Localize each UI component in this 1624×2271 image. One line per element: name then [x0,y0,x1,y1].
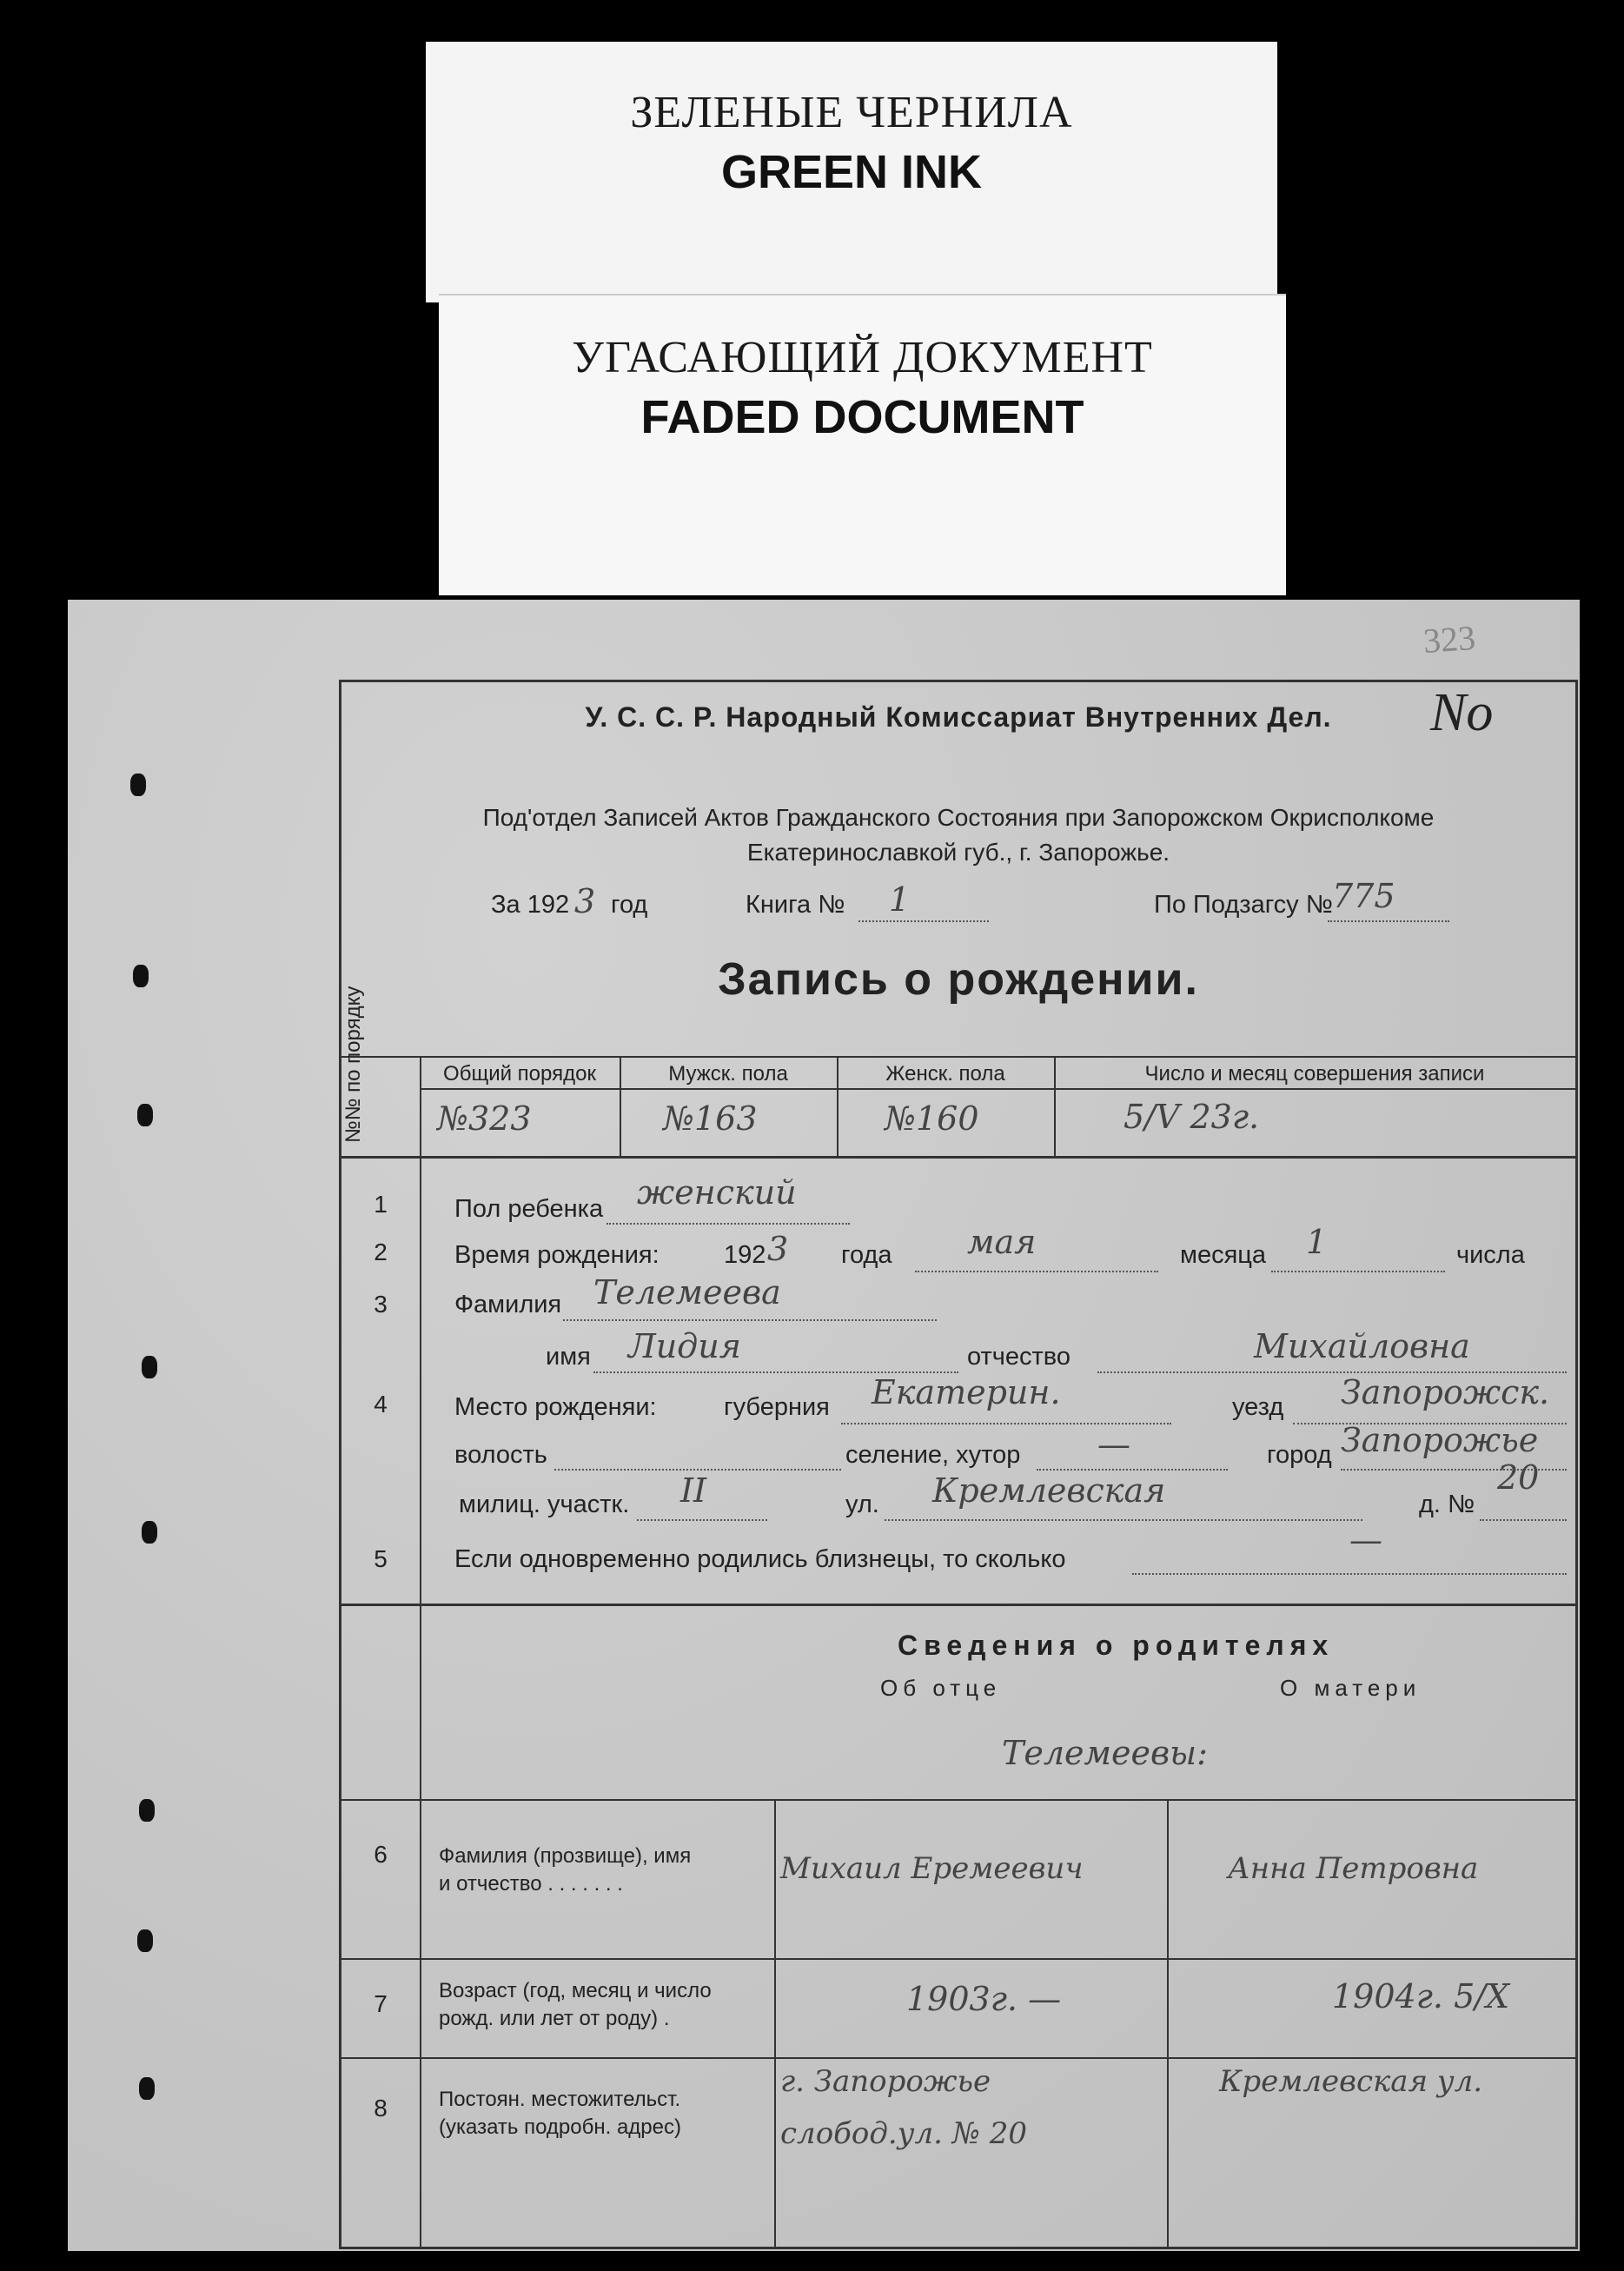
name-value: Лидия [628,1327,741,1365]
punch-hole [133,965,149,987]
parent-name-label-2: и отчество . . . . . . . [439,1872,623,1896]
address-label-1: Постоян. местожительст. [439,2088,681,2111]
punch-hole [139,1799,155,1822]
year-label: За 192 [491,891,570,919]
province-value: Екатерин. [872,1373,1061,1411]
birth-record-sheet [68,600,1580,2251]
divider [341,1958,1575,1960]
divider [341,1156,1575,1159]
province-label: губерния [724,1393,830,1421]
parent-name-label-1: Фамилия (прозвище), имя [439,1844,692,1868]
subsection-label: По Подзагсу № [1154,891,1333,919]
col-head-male: Мужск. пола [668,1062,788,1086]
row-number-6: 6 [374,1841,388,1868]
surname-value: Телемеева [593,1273,781,1311]
birth-day-line [1271,1271,1445,1272]
district-value: Запорожск. [1341,1373,1550,1411]
subsection-line [1328,920,1449,922]
book-label: Книга № [746,891,845,919]
book-value: 1 [889,880,911,919]
sex-label: Пол ребенка [454,1195,604,1223]
police-line [637,1519,767,1521]
address-line-2: слобод.ул. № 20 [780,2116,1027,2151]
house-line [1480,1519,1567,1521]
divider [341,1056,1575,1058]
form-subheader-2: Екатеринославкой губ., г. Запорожье. [746,839,1170,866]
twins-label: Если одновременно родились близнецы, то сколько [454,1545,1066,1573]
surname-line [563,1319,937,1321]
age-label-1: Возраст (год, месяц и число [439,1979,712,2002]
form-subheader-1: Под'отдел Записей Актов Гражданского Состояния при Запорожском Окрисполкоме [482,804,1435,831]
family-name-value: Телемеевы: [1002,1734,1208,1772]
punch-hole [137,1104,153,1126]
birth-day-label: числа [1456,1241,1525,1269]
punch-hole [137,1929,153,1952]
book-line [858,920,989,922]
birth-label: Время рождения: [454,1241,660,1269]
mother-name-value: Анна Петровна [1228,1851,1479,1886]
record-date: 5/V 23г. [1124,1098,1260,1136]
year-value: 3 [574,882,596,920]
punch-hole [139,2077,155,2100]
row-number-5: 5 [374,1545,388,1572]
father-heading: Об отце [880,1675,1002,1701]
house-value: 20 [1497,1458,1540,1497]
patronymic-value: Михайловна [1254,1327,1470,1365]
divider [774,1799,776,2247]
divider [341,1604,1575,1606]
volost-label: волость [454,1441,547,1469]
divider [1167,1799,1169,2247]
birth-day-value: 1 [1306,1223,1328,1261]
father-age-value: 1903г. — [906,1980,1062,2018]
birth-month-value: мая [967,1223,1037,1261]
divider [341,2057,1575,2059]
green-ink-en: GREEN INK [720,146,983,198]
street-line [885,1519,1362,1521]
corner-handwritten-mark: No [1430,683,1494,742]
divider [420,1056,421,2247]
sex-value: женский [637,1173,797,1212]
divider [341,1799,1575,1801]
village-line [1037,1469,1228,1471]
village-label: селение, хутор [845,1441,1021,1469]
district-label: уезд [1232,1393,1284,1421]
sex-line [607,1223,850,1225]
green-ink-label-card [426,42,1277,302]
patronymic-label: отчество [967,1343,1071,1371]
faded-document-ru: УГАСАЮЩИЙ ДОКУМЕНТ [572,333,1153,382]
row-number-2: 2 [374,1238,388,1265]
faded-document-label-card [439,295,1286,595]
mother-heading: О матери [1280,1675,1422,1701]
form-header: У. С. С. Р. Народный Комиссариат Внутренних Дел. [585,701,1332,733]
birth-record-form [339,680,1578,2249]
address-label-2: (указать подробн. адрес) [439,2115,681,2139]
punch-hole [142,1356,157,1378]
parents-title: Сведения о родителях [898,1630,1335,1661]
city-label: город [1267,1441,1332,1469]
street-label: ул. [845,1491,879,1518]
police-value: II [680,1471,707,1510]
village-value: — [1097,1425,1130,1464]
father-name-value: Михаил Еремеевич [780,1851,1084,1886]
city-value: Запорожье [1341,1421,1539,1459]
col-head-date: Число и месяц совершения записи [1144,1062,1485,1086]
birth-year-prefix: 192 [724,1241,766,1269]
green-ink-ru: ЗЕЛЕНЫЕ ЧЕРНИЛА [630,88,1073,137]
row-number-7: 7 [374,1990,388,2017]
surname-label: Фамилия [454,1291,562,1318]
subsection-value: 775 [1332,877,1395,915]
divider [420,1088,1575,1090]
punch-hole [142,1521,157,1544]
age-label-2: рожд. или лет от роду) . [439,2007,670,2030]
mother-age-value: 1904г. 5/X [1332,1977,1510,2015]
archive-number: 323 [1422,617,1477,661]
col-head-row-no: №№ по порядку [341,986,365,1143]
male-number: №163 [663,1099,758,1138]
police-label: милиц. участк. [459,1491,630,1518]
twins-value: — [1349,1521,1382,1559]
row-number-3: 3 [374,1291,388,1318]
row-number-1: 1 [374,1191,388,1218]
twins-line [1132,1573,1567,1575]
birth-month-line [915,1271,1158,1272]
faded-document-en: FADED DOCUMENT [640,391,1084,443]
province-line [841,1423,1171,1424]
mother-address-value: Кремлевская ул. [1219,2064,1483,2099]
street-value: Кремлевская [932,1471,1166,1510]
col-head-female: Женск. пола [885,1062,1005,1086]
row-number-8: 8 [374,2095,388,2122]
female-number: №160 [885,1099,979,1138]
punch-hole [130,774,146,796]
row-number-4: 4 [374,1391,388,1418]
birth-year-label: года [841,1241,892,1269]
year-suffix: год [611,891,648,919]
page-title: Запись о рождении. [718,954,1199,1005]
general-number: №323 [437,1099,532,1138]
volost-line [554,1469,841,1471]
house-label: д. № [1419,1491,1475,1518]
birth-month-label: месяца [1180,1241,1267,1269]
address-line-1: г. Запорожье [780,2064,991,2099]
birth-year-value: 3 [767,1230,789,1268]
name-label: имя [546,1343,591,1371]
col-head-general: Общий порядок [443,1062,596,1086]
place-label: Место рожденяи: [454,1393,657,1421]
